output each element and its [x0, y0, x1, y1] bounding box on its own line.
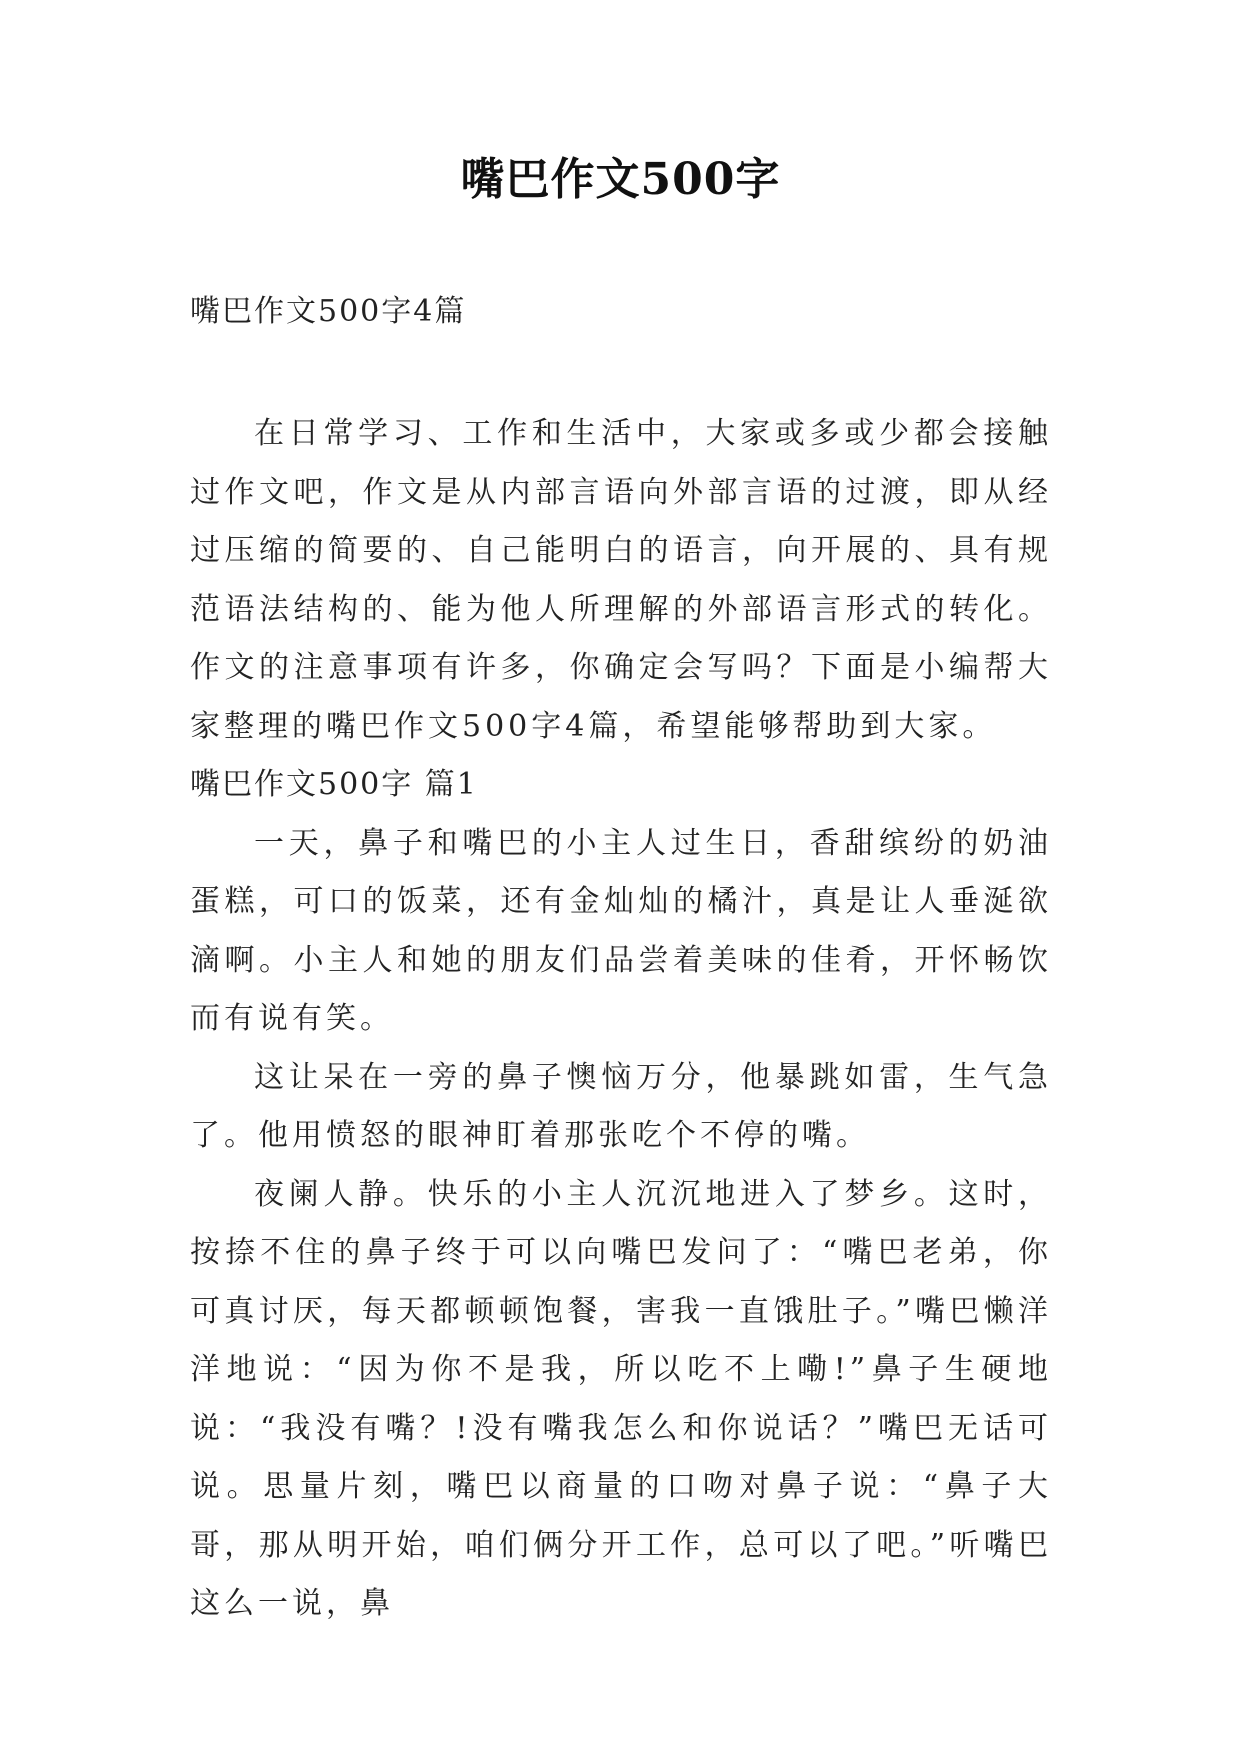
- document-subtitle: 嘴巴作文500字4篇: [190, 294, 467, 329]
- section-heading: 嘴巴作文500字 篇1: [190, 767, 478, 802]
- body-paragraph: 夜阑人静。快乐的小主人沉沉地进入了梦乡。这时，按捺不住的鼻子终于可以向嘴巴发问了：“嘴巴老弟，你可真讨厌，每天都顿顿饱餐，害我一直饿肚子。”嘴巴懒洋洋地说：“因为你不是我，所以吃不上嘞!”鼻子生硬地说：“我没有嘴？!没有嘴我怎么和你说话？”嘴巴无话可说。思量片刻，嘴巴以商量的口吻对鼻子说：“鼻子大哥，那从明开始，咱们俩分开工作，总可以了吧。”听嘴巴这么一说，鼻: [190, 1176, 1052, 1621]
- intro-paragraph: 在日常学习、工作和生活中，大家或多或少都会接触过作文吧，作文是从内部言语向外部言语的过渡，即从经过压缩的简要的、自己能明白的语言，向开展的、具有规范语法结构的、能为他人所理解的外部语言形式的转化。作文的注意事项有许多，你确定会写吗？下面是小编帮大家整理的嘴巴作文500字4篇，希望能够帮助到大家。: [190, 416, 1052, 744]
- body-paragraph: 一天，鼻子和嘴巴的小主人过生日，香甜缤纷的奶油蛋糕，可口的饭菜，还有金灿灿的橘汁，真是让人垂涎欲滴啊。小主人和她的朋友们品尝着美味的佳肴，开怀畅饮而有说有笑。: [190, 825, 1052, 1036]
- document-title: 嘴巴作文500字: [460, 154, 781, 205]
- document-body: [190, 405, 1052, 1634]
- body-paragraph: 这让呆在一旁的鼻子懊恼万分，他暴跳如雷，生气急了。他用愤怒的眼神盯着那张吃个不停的嘴。: [190, 1059, 1052, 1153]
